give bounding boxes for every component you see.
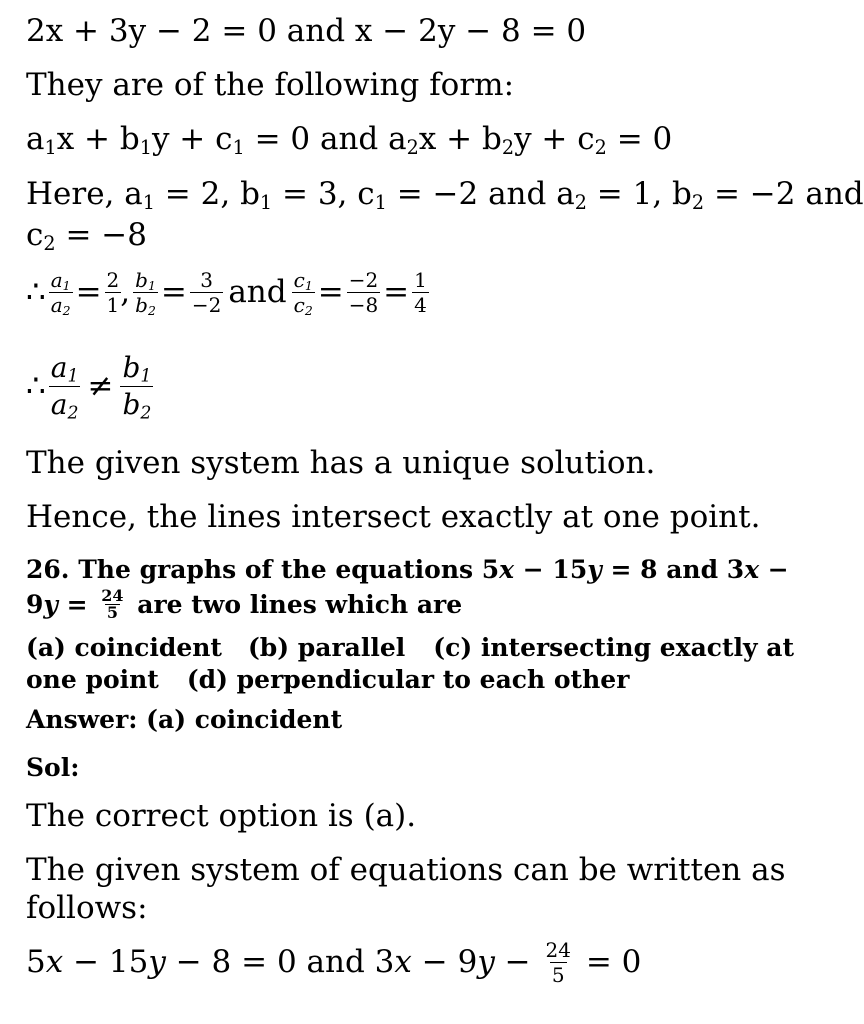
ratio-a1-a2: $\frac{a_1}{a_2}$ [50, 268, 71, 319]
unique-solution-line: The given system has a unique solution. [26, 445, 656, 481]
correct-option-line: The correct option is (a). [26, 798, 417, 834]
option-d: (d) perpendicular to each other [186, 665, 630, 694]
options-line-1 [26, 634, 794, 662]
ratio-minus2-minus8: $\frac{-2}{-8}$ [348, 268, 379, 317]
option-a: (a) coincident [26, 633, 222, 662]
option-c: (c) intersecting exactly at [433, 633, 795, 662]
question-fraction: $\frac{24}{5}$ [101, 586, 124, 622]
final-fraction: $\frac{24}{5}$ [545, 938, 571, 987]
ratio-1-4: $\frac{1}{4}$ [414, 268, 427, 317]
option-b: (b) parallel [247, 633, 406, 662]
options-line-2: one point (d) perpendicular to each other [26, 665, 630, 694]
form-intro-line: They are of the following form: [26, 67, 515, 103]
coefficients-line-cont: $c_2 = -8$ [26, 217, 147, 255]
ratio-2-1: $\frac{2}{1}$ [106, 268, 120, 317]
written-line-1: The given system of equations can be written as [26, 852, 786, 888]
general-form-line: $a_1x + b_1y + c_1 = 0$ and $a_2x + b_2y + c_2 = 0$ [26, 121, 673, 159]
equation-pair-line: 2x + 3y − 2 = 0 and x − 2y − 8 = 0 [26, 13, 587, 49]
coefficients-line: Here, $a_1 = 2$, $b_1 = 3$, $c_1 = -2$ and $a_2 = 1$, $b_2 = -2$ and [26, 176, 864, 214]
answer-line: Answer: (a) coincident [26, 705, 343, 734]
final-equations-line: 5 x − 15 y − 8 = 0 and 3 x − 9 y − $\frac{24}{5}$ = 0 [26, 938, 642, 987]
question-line-1: 26. The graphs of the equations 5x − 15y = 8 and 3x − [26, 555, 789, 584]
inequality-line: ∴ $\frac{a_1}{a_2}$ ≠ $\frac{b_1}{b_2}$ [26, 351, 152, 424]
intersect-line: Hence, the lines intersect exactly at one point. [26, 499, 761, 535]
question-line-2: 9 y = $\frac{24}{5}$ are two lines which are [26, 586, 463, 622]
ratio-c1-c2: $\frac{c_1}{c_2}$ [293, 268, 313, 319]
ratio-3-minus2: $\frac{3}{-2}$ [191, 268, 222, 317]
written-line-2: follows: [26, 890, 148, 926]
ineq-a1-a2: $\frac{a_1}{a_2}$ [50, 351, 79, 424]
sol-label: Sol: [26, 753, 80, 782]
ratios-line: ∴ $\frac{a_1}{a_2}$ = $\frac{2}{1}$ , $\frac{b_1}{b_2}$ = $\frac{3}{-2}$ and $\frac{c_1}{c_2}$ = $\frac{-2}{-8}$ = $\frac{1}{4}$ [26, 268, 427, 319]
ineq-b1-b2: $\frac{b_1}{b_2}$ [122, 351, 152, 424]
ratio-b1-b2: $\frac{b_1}{b_2}$ [135, 268, 156, 319]
